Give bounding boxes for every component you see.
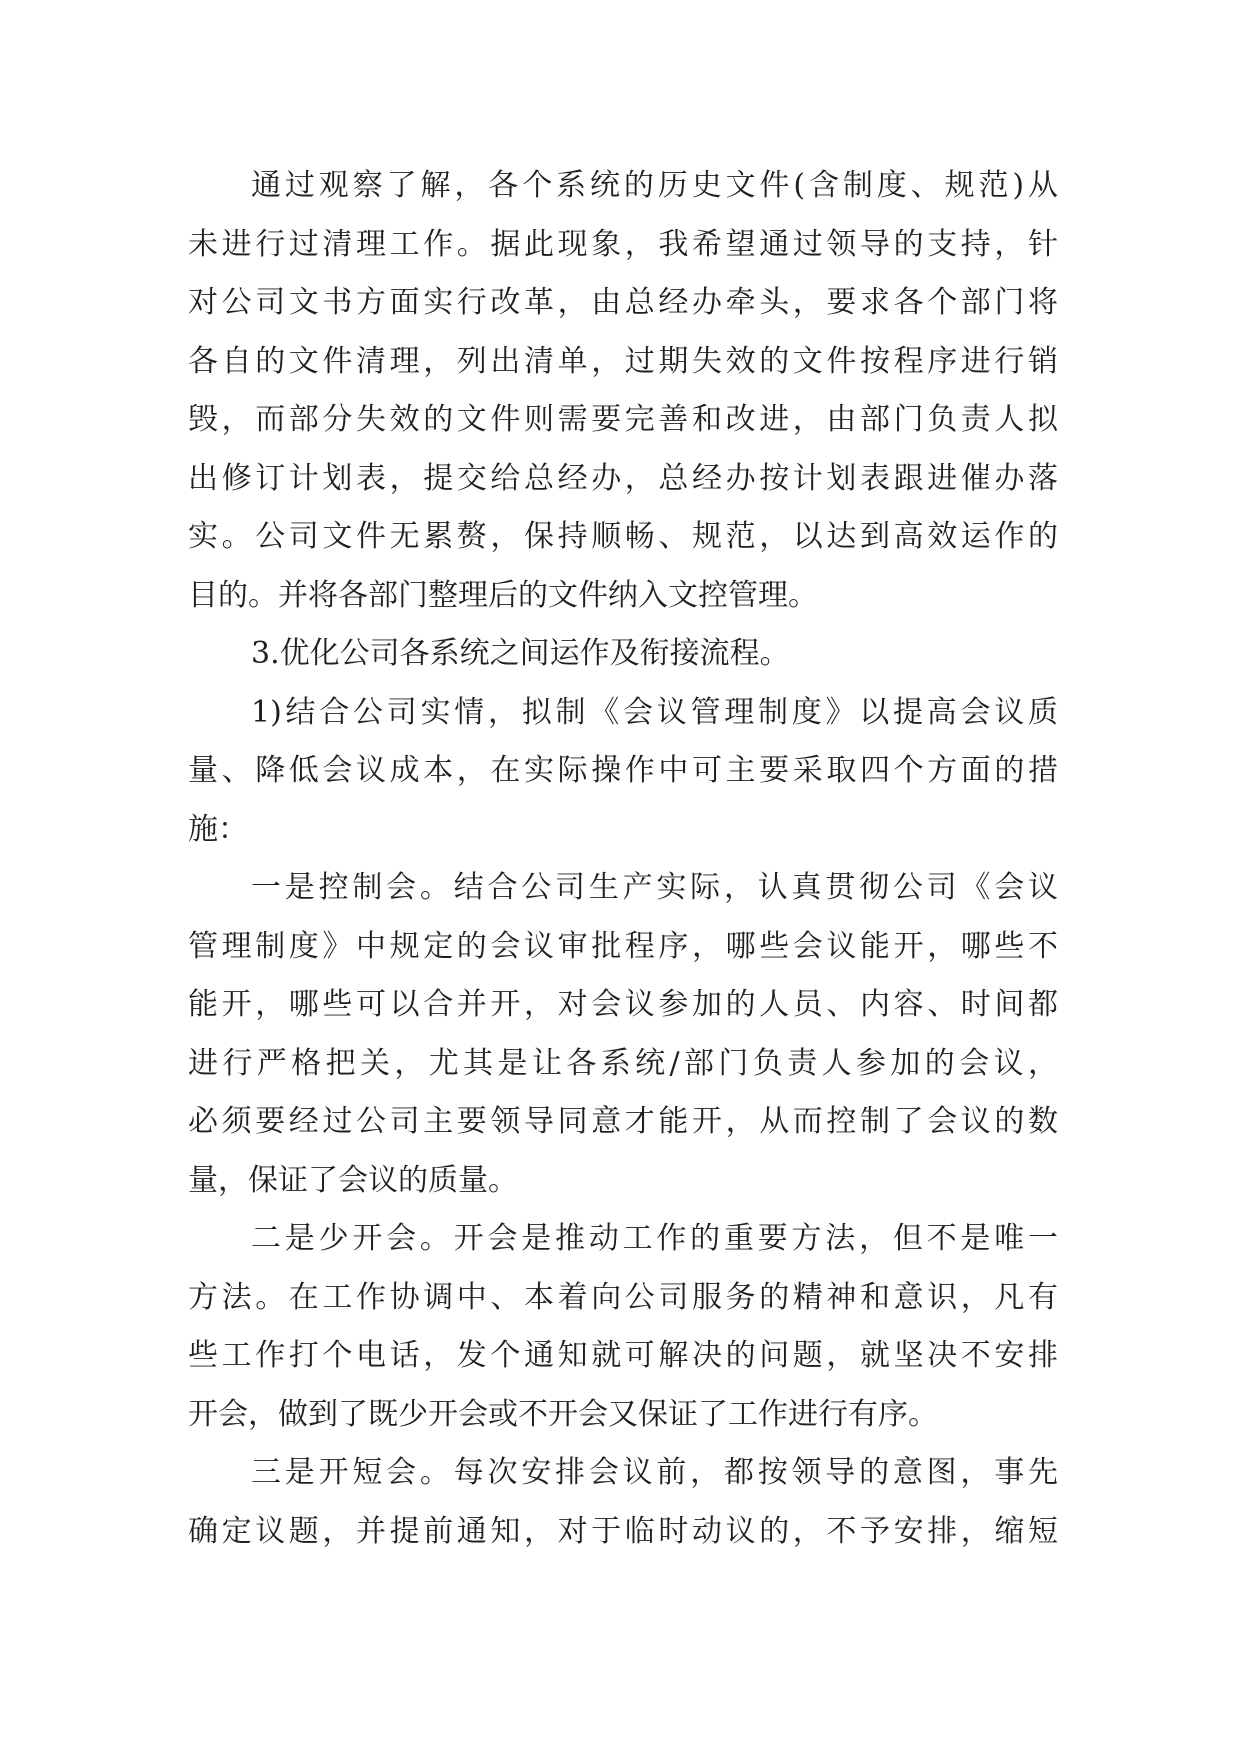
text-line: 对公司文书方面实行改革，由总经办牵头，要求各个部门将 [188,285,1058,320]
text-line: 方法。在工作协调中、本着向公司服务的精神和意识，凡有 [188,1279,1058,1315]
text-line: 开会，做到了既少开会或不开会又保证了工作进行有序。 [188,1396,938,1432]
text-line: 量，保证了会议的质量。 [188,1162,518,1198]
text-line: 未进行过清理工作。据此现象，我希望通过领导的支持，针 [188,226,1058,262]
text-line: 一是控制会。结合公司生产实际，认真贯彻公司《会议 [251,870,1058,905]
text-line: 量、降低会议成本，在实际操作中可主要采取四个方面的措 [188,753,1058,788]
text-line: 必须要经过公司主要领导同意才能开，从而控制了会议的数 [188,1104,1058,1139]
text-line: 二是少开会。开会是推动工作的重要方法，但不是唯一 [251,1221,1058,1256]
text-line: 管理制度》中规定的会议审批程序，哪些会议能开，哪些不 [188,928,1058,964]
text-line: 出修订计划表，提交给总经办，总经办按计划表跟进催办落 [188,460,1058,496]
text-line: 进行严格把关，尤其是让各系统/部门负责人参加的会议， [188,1045,1058,1081]
text-line: 通过观察了解，各个系统的历史文件(含制度、规范)从 [251,168,1058,203]
text-line: 些工作打个电话，发个通知就可解决的问题，就坚决不安排 [188,1338,1058,1373]
text-line: 确定议题，并提前通知，对于临时动议的，不予安排，缩短 [188,1513,1058,1549]
text-line: 各自的文件清理，列出清单，过期失效的文件按程序进行销 [188,343,1058,379]
text-line: 1)结合公司实情，拟制《会议管理制度》以提高会议质 [251,694,1058,730]
text-line: 施： [188,811,248,847]
text-line: 实。公司文件无累赘，保持顺畅、规范，以达到高效运作的 [188,519,1058,554]
document-body [188,157,1058,1561]
text-line: 3.优化公司各系统之间运作及衔接流程。 [251,636,790,671]
text-line: 能开，哪些可以合并开，对会议参加的人员、内容、时间都 [188,987,1058,1022]
text-line: 毁，而部分失效的文件则需要完善和改进，由部门负责人拟 [188,402,1058,437]
text-line: 三是开短会。每次安排会议前，都按领导的意图，事先 [251,1455,1058,1490]
text-line: 目的。并将各部门整理后的文件纳入文控管理。 [188,577,818,613]
